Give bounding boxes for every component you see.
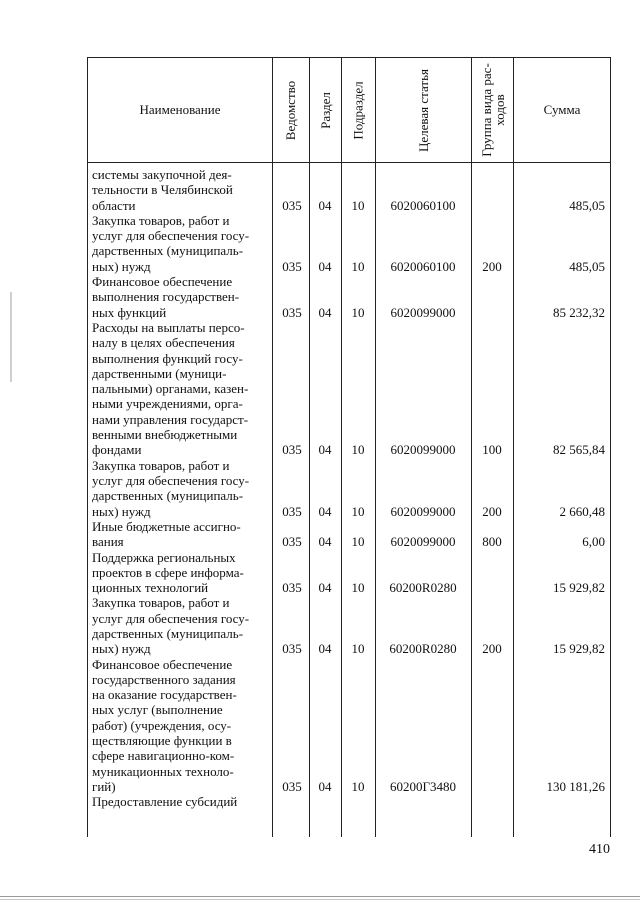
header-name [88,58,272,162]
cell-raz: 04 [318,197,332,213]
cell-grp: 200 [482,503,502,519]
row-name-line: выполнения государствен- [92,289,240,305]
col-divider [309,57,310,837]
row-name-line: ных функций [92,304,167,320]
scan-edge-line [0,899,640,900]
cell-raz: 04 [318,258,332,274]
cell-raz: 04 [318,503,332,519]
row-name-line: Расходы на выплаты персо- [92,320,245,335]
row-name-line: налу в целях обеспечения [92,335,235,351]
row-name [92,458,268,519]
cell-grp: 800 [482,534,502,550]
cell-cel: 6020099000 [390,503,456,519]
cell-ved: 035 [282,580,302,596]
row-name-line: ных) нужд [92,503,151,519]
col-divider [272,57,273,837]
row-name [92,274,268,320]
cell-sum: 6,00 [582,534,605,550]
row-name [92,167,268,213]
cell-ved: 035 [282,534,302,550]
row-name-line: выполнения функций госу- [92,350,243,366]
header-summa-text: Сумма [543,102,581,117]
row-name [92,657,268,795]
row-name-line: на оказание государствен- [92,687,237,703]
cell-raz: 04 [318,779,332,794]
row-name-line: дарственными (муници- [92,365,227,381]
cell-grp: 100 [482,442,502,458]
row-name-line: услуг для обеспечения госу- [92,228,250,244]
row-name-line: гий) [92,778,116,794]
header-razdel-text: Раздел [318,91,333,129]
header-summa [514,58,610,162]
cell-sum: 15 929,82 [553,580,605,596]
cell-ved: 035 [282,503,302,519]
cell-cel: 60200R0280 [389,641,457,657]
cell-ved: 035 [282,442,302,458]
row-name-line: услуг для обеспечения госу- [92,610,250,626]
row-name [92,595,268,656]
cell-ved: 035 [282,197,302,213]
cell-sum: 15 929,82 [553,641,605,657]
header-vedomstvo-text: Ведомство [283,80,299,140]
row-name [92,519,268,550]
col-divider [375,57,376,837]
row-name-line: работ) (учреждения, осу- [92,717,232,733]
row-name-line: проектов в сфере информа- [92,564,244,580]
header-podrazdel-text: Подраздел [351,80,367,140]
row-name-line: венными внебюджетными [92,427,238,443]
cell-sum: 485,05 [569,258,605,274]
row-name-line: дарственных (муниципаль- [92,243,244,259]
header-razdel [310,58,341,162]
cell-pod: 10 [351,197,365,213]
row-name-line: ционных технологий [92,580,209,596]
header-gruppa-line1: Группа вида рас- [478,63,494,157]
row-name-line: фондами [92,442,142,458]
cell-cel: 6020099000 [390,534,456,550]
row-name-line: вания [92,534,124,550]
row-name [92,213,268,274]
cell-ved: 035 [282,258,302,274]
row-name-line: дарственных (муниципаль- [92,625,244,641]
col-divider [471,57,472,837]
row-name-line: сфере навигационно-ком- [92,748,235,764]
col-divider [341,57,342,837]
row-name-line: нами управления государст- [92,411,249,427]
col-divider [513,57,514,837]
row-name-line: ных) нужд [92,258,151,274]
row-name-line: тельности в Челябинской [92,182,233,198]
row-name [92,320,268,458]
header-gruppa [472,58,513,162]
cell-pod: 10 [351,641,365,657]
page-number: 410 [589,842,610,857]
cell-raz: 04 [318,580,332,596]
row-name-line: Закупка товаров, работ и [92,457,230,473]
row-name-line: муникационных техноло- [92,763,234,779]
row-name-line: услуг для обеспечения госу- [92,472,250,488]
cell-raz: 04 [318,442,332,458]
header-name-text: Наименование [139,102,221,117]
cell-pod: 10 [351,503,365,519]
row-name-line: пальными) органами, казен- [92,381,249,397]
header-gruppa-line2: ходов [491,94,507,126]
header-vedomstvo [273,58,309,162]
header-podrazdel [342,58,375,162]
cell-grp: 200 [482,641,502,657]
cell-cel: 6020099000 [390,442,456,458]
scan-artifact [10,292,12,382]
row-name-line: ными учреждениями, орга- [92,396,243,412]
cell-cel: 6020060100 [390,258,456,274]
cell-raz: 04 [318,534,332,550]
cell-pod: 10 [351,779,365,794]
cell-cel: 6020060100 [390,197,456,213]
header-gruppa-text [480,63,506,157]
cell-sum: 82 565,84 [553,442,605,458]
cell-cel: 60200Г3480 [389,779,456,794]
row-name-line: Финансовое обеспечение [92,656,233,672]
cell-ved: 035 [282,779,302,794]
cell-raz: 04 [318,641,332,657]
cell-ved: 035 [282,641,302,657]
row-name-line: системы закупочной дея- [92,167,232,182]
cell-cel: 60200R0280 [389,580,457,596]
cell-cel: 6020099000 [390,304,456,320]
cell-pod: 10 [351,258,365,274]
row-name-line: Закупка товаров, работ и [92,212,230,228]
cell-sum: 85 232,32 [553,304,605,320]
header-celevaya-text: Целевая статья [415,68,431,152]
row-name-line: ных) нужд [92,641,151,657]
cell-sum: 2 660,48 [559,503,605,519]
header-celevaya [376,58,471,162]
row-name [92,794,268,809]
row-name-line: Финансовое обеспечение [92,274,233,290]
row-name-line: ществляющие функции в [92,733,232,749]
cell-pod: 10 [351,304,365,320]
row-name-line: Закупка товаров, работ и [92,595,230,611]
scan-edge-line [0,896,640,897]
row-name-line: Поддержка региональных [92,549,236,565]
cell-raz: 04 [318,304,332,320]
cell-pod: 10 [351,580,365,596]
row-name-line: Иные бюджетные ассигно- [92,518,241,534]
row-name-line: государственного задания [92,671,236,687]
row-name-line: области [92,197,136,213]
cell-sum: 130 181,26 [546,779,605,794]
row-name-line: ных услуг (выполнение [92,702,223,718]
cell-pod: 10 [351,534,365,550]
row-name-line: Предоставление субсидий [92,794,238,810]
header-divider [87,162,611,163]
row-name [92,550,268,596]
cell-pod: 10 [351,442,365,458]
row-name-line: дарственных (муниципаль- [92,488,244,504]
cell-grp: 200 [482,258,502,274]
cell-sum: 485,05 [569,197,605,213]
cell-ved: 035 [282,304,302,320]
